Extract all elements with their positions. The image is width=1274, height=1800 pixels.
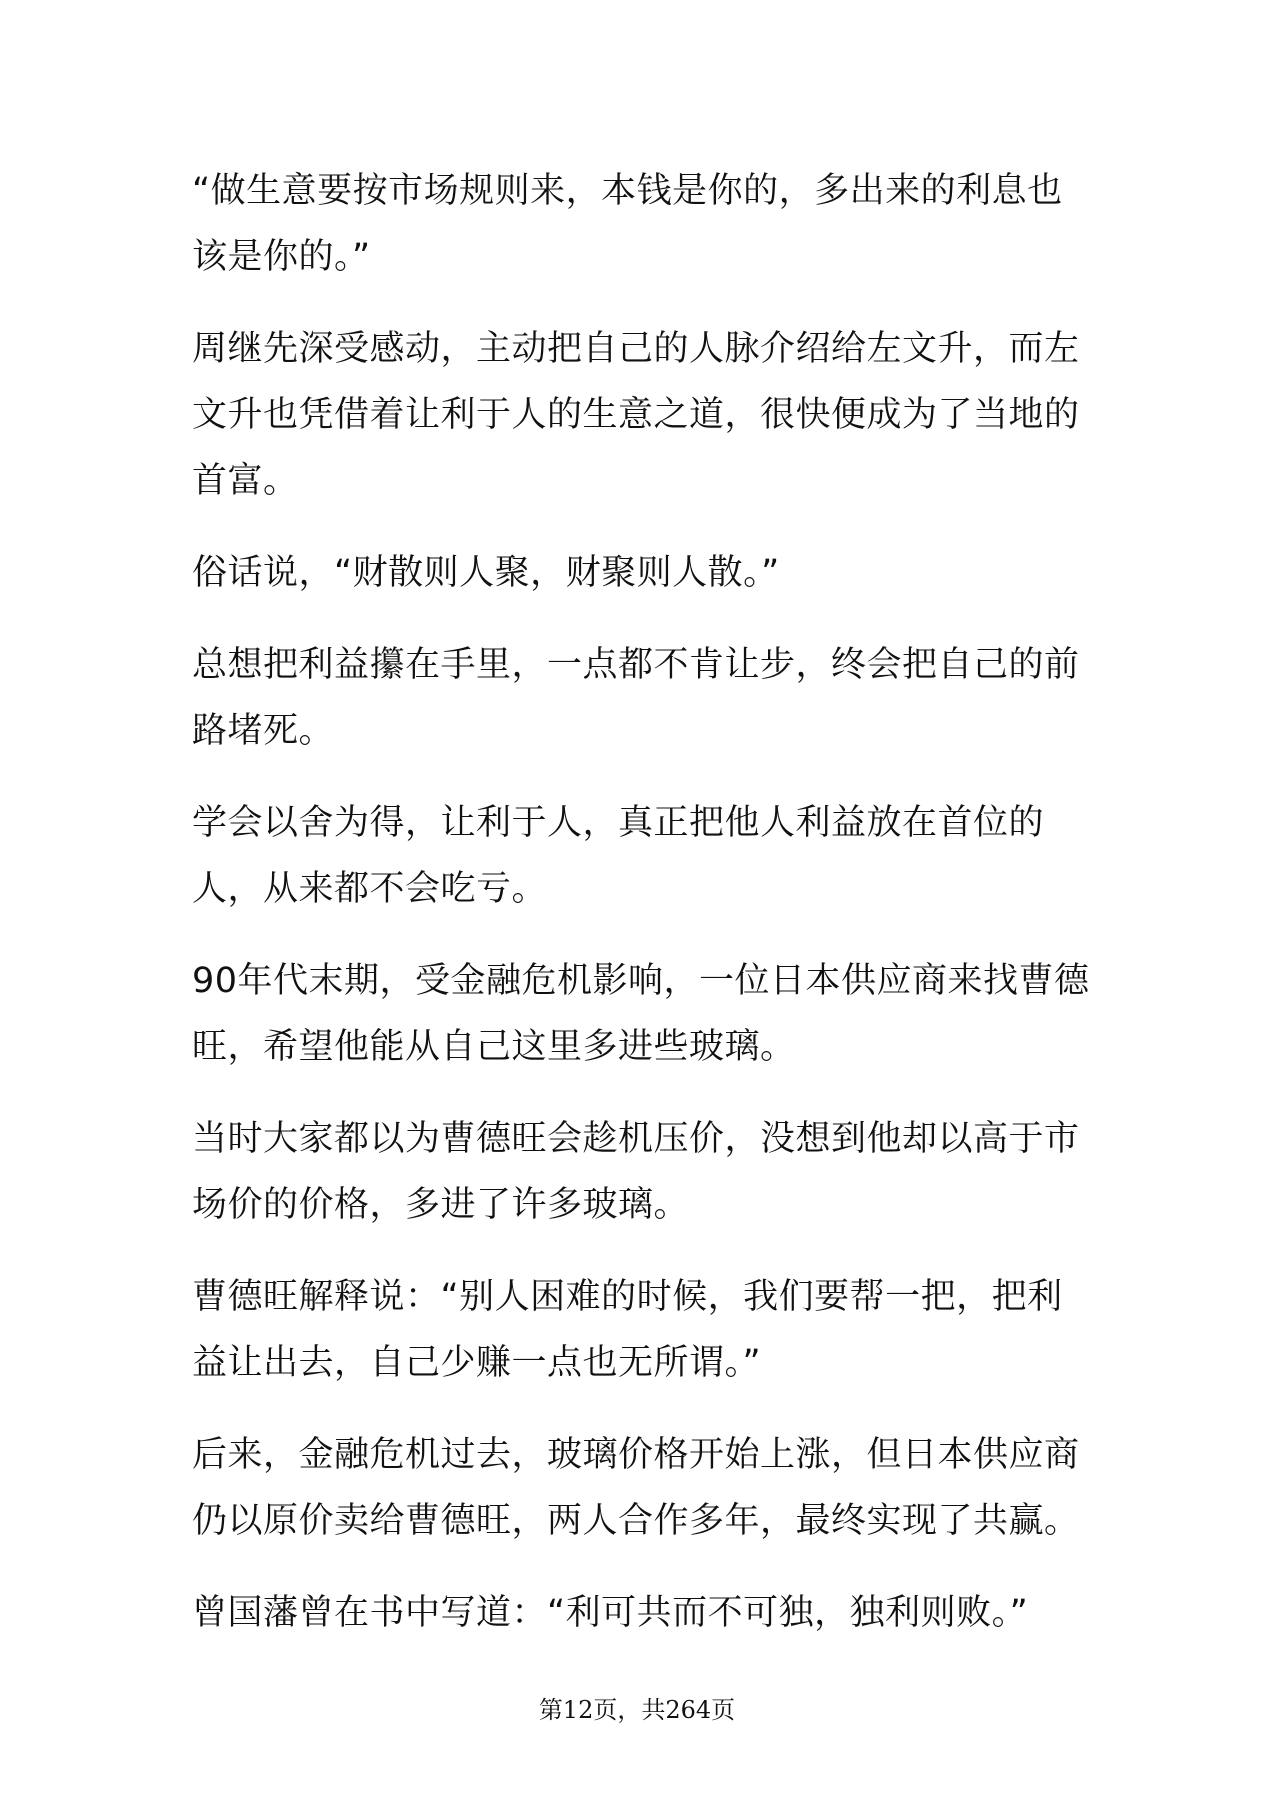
paragraph: 曹德旺解释说：“别人困难的时候，我们要帮一把，把利益让出去，自己少赚一点也无所谓。” xyxy=(192,1277,1063,1383)
paragraph: 学会以舍为得，让利于人，真正把他人利益放在首位的人，从来都不会吃亏。 xyxy=(192,803,1045,909)
paragraph: 总想把利益攥在手里，一点都不肯让步，终会把自己的前路堵死。 xyxy=(192,645,1080,751)
paragraph: 曾国藩曾在书中写道：“利可共而不可独，独利则败。” xyxy=(192,1593,1029,1633)
page-number-footer: 第12页，共264页 xyxy=(538,1696,736,1724)
paragraph: 俗话说，“财散则人聚，财聚则人散。” xyxy=(192,553,780,593)
paragraph: 周继先深受感动，主动把自己的人脉介绍给左文升，而左文升也凭借着让利于人的生意之道，很快便成为了当地的首富。 xyxy=(192,329,1080,501)
paragraph: 90年代末期，受金融危机影响，一位日本供应商来找曹德旺，希望他能从自己这里多进些玻璃。 xyxy=(192,961,1090,1067)
document-body xyxy=(192,158,1092,1672)
paragraph: “做生意要按市场规则来，本钱是你的，多出来的利息也该是你的。” xyxy=(192,171,1063,277)
paragraph: 当时大家都以为曹德旺会趁机压价，没想到他却以高于市场价的价格，多进了许多玻璃。 xyxy=(192,1119,1080,1225)
paragraph: 后来，金融危机过去，玻璃价格开始上涨，但日本供应商仍以原价卖给曹德旺，两人合作多年，最终实现了共赢。 xyxy=(192,1435,1080,1541)
